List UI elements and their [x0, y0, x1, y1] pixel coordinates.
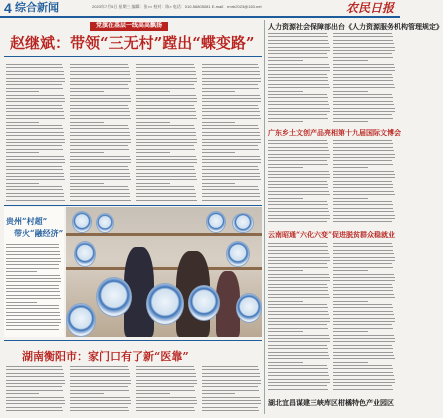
photo-story-title: 贵州“村超”: [6, 216, 48, 226]
second-headline: 湖南衡阳市：家门口有了新“医靠”: [22, 350, 189, 363]
right-body-1a: [268, 33, 331, 125]
right-body-3b: [333, 243, 396, 395]
lead-body-column-3: [136, 64, 198, 204]
news-photo: [66, 207, 262, 337]
lead-body-column-1: [6, 64, 66, 204]
right-body-2b: [333, 140, 396, 226]
page-number: 4: [4, 0, 12, 16]
right-body-2a: [268, 140, 331, 226]
column-divider: [264, 20, 265, 414]
lead-body-column-4: [202, 64, 262, 204]
right-headline-2: 广东乡土文创产品亮相第十九届国际文博会: [268, 128, 401, 137]
lead-body-column-2: [70, 64, 132, 204]
paper-name: 农民日报: [345, 1, 394, 15]
masthead: [0, 0, 400, 18]
right-headline-1: 人力资源社会保障部出台《人力资源服务机构管理规定》: [268, 22, 443, 31]
second-body-column-4: [202, 366, 262, 414]
column-banner: 党旗在基层一线高高飘扬: [90, 22, 168, 31]
section-title: 综合新闻: [15, 2, 59, 14]
right-body-3a: [268, 243, 331, 395]
divider: [4, 340, 262, 341]
divider: [4, 205, 262, 206]
lead-headline: 赵继斌：带领“三无村”蹚出“蝶变路”: [10, 34, 255, 52]
right-headline-3: 云南昭通“六化六变”促进脱贫群众稳就业: [268, 230, 396, 239]
divider: [4, 56, 262, 57]
right-headline-4: 湖北宜昌谋建三峡库区柑橘特色产业园区: [268, 398, 394, 407]
second-body-column-3: [136, 366, 198, 414]
photo-story-subtitle: 带火“融经济”: [14, 228, 64, 238]
publication-meta: 2023年7月5日 星期三 编辑：张×× 校对：陈× 电话：010-56805081 E-mail：rmrb2023@163.net: [92, 4, 262, 9]
photo-caption-text: [6, 244, 62, 334]
right-body-1b: [333, 33, 396, 125]
second-body-column-1: [6, 366, 66, 414]
second-body-column-2: [70, 366, 132, 414]
